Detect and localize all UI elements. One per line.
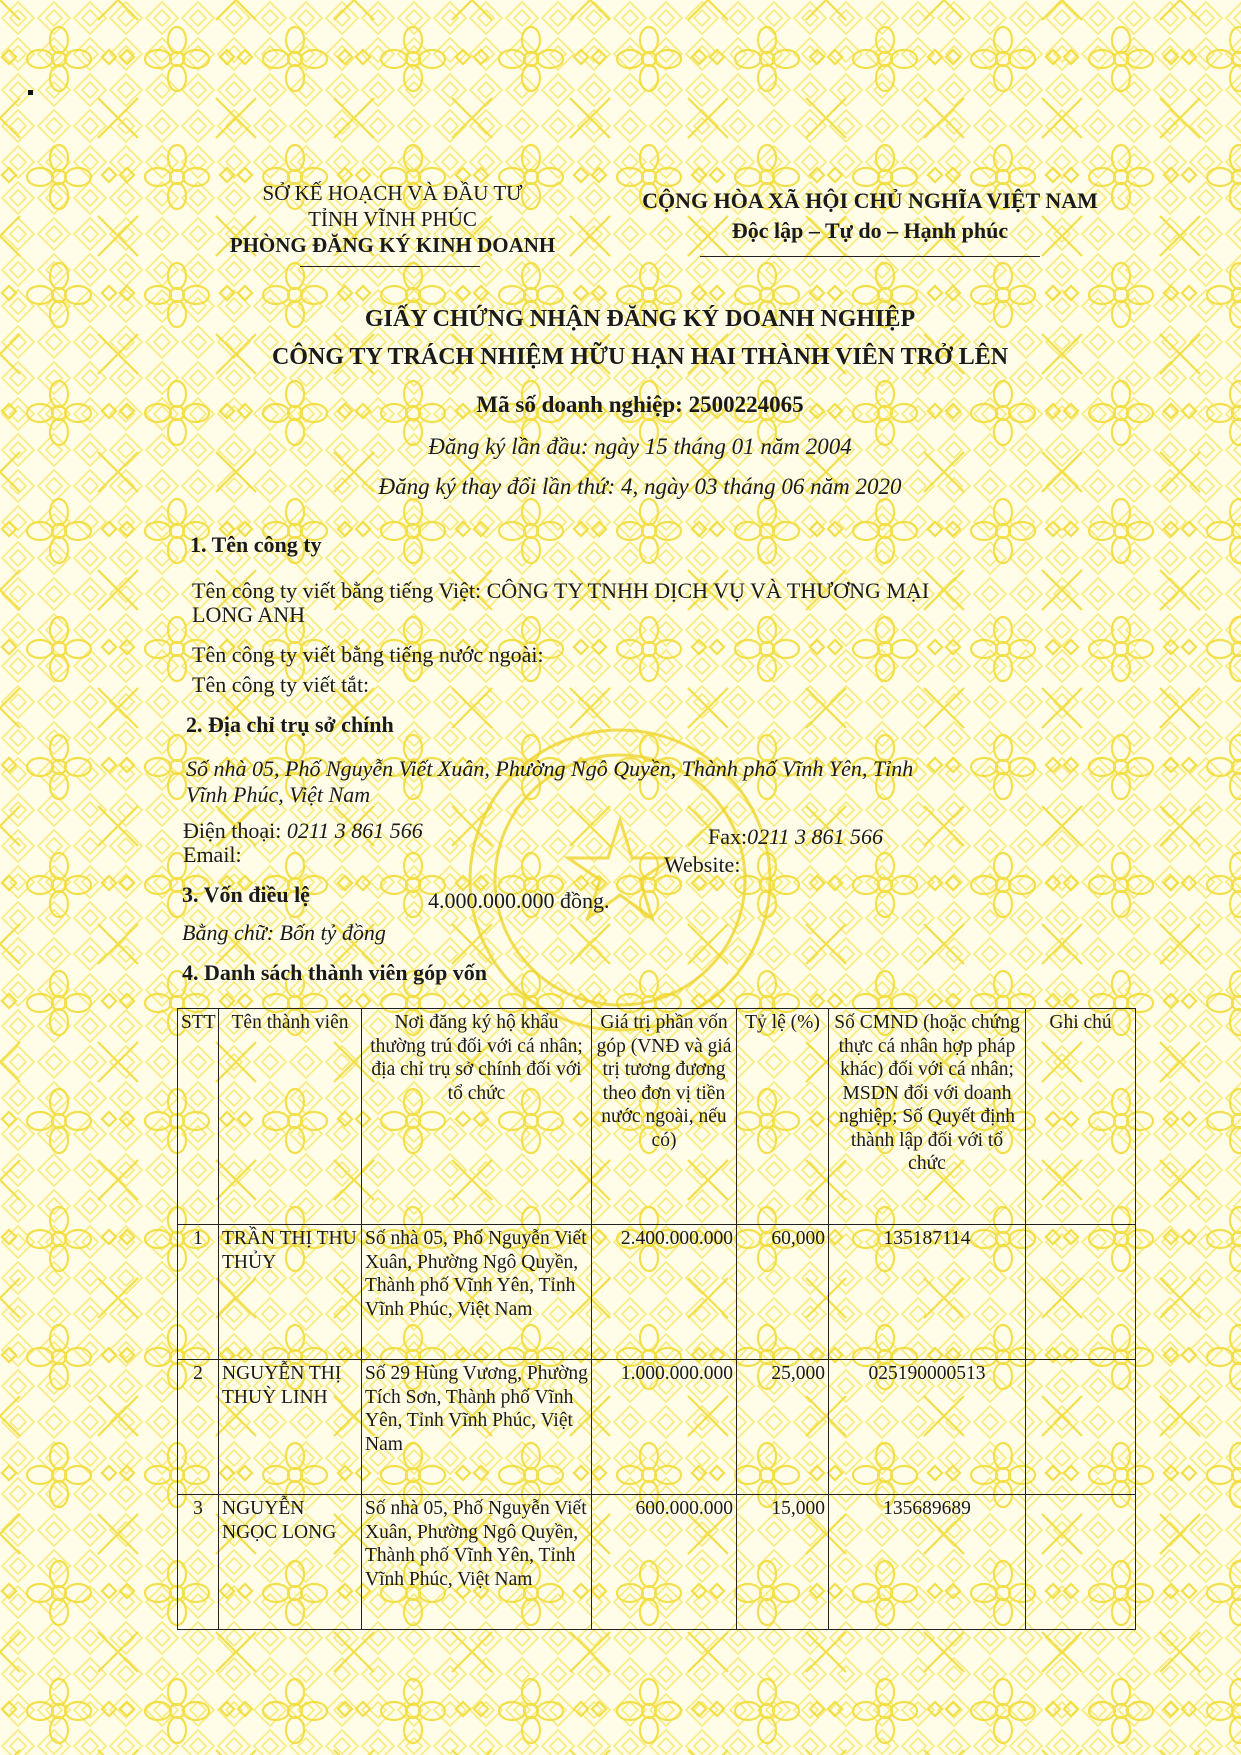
col-id: Số CMND (hoặc chứng thực cá nhân hợp pháp khác) đối với cá nhân; MSDN đối với doanh nghiệp; Số Quyết định thành lập đối với tổ chức: [829, 1009, 1026, 1225]
row-address: Số nhà 05, Phố Nguyễn Viết Xuân, Phường Ngô Quyền, Thành phố Vĩnh Yên, Tỉnh Vĩnh Phúc, Việt Nam: [362, 1495, 592, 1630]
motto-line1: CỘNG HÒA XÃ HỘI CHỦ NGHĨA VIỆT NAM: [642, 188, 1098, 213]
section2-heading: 2. Địa chỉ trụ sở chính: [186, 712, 394, 737]
authority-line1: SỞ KẾ HOẠCH VÀ ĐẦU TƯ: [262, 181, 523, 205]
charter-capital: 4.000.000.000 đồng.: [428, 888, 610, 913]
table-row: [178, 1225, 1136, 1360]
email-label: Email:: [183, 842, 242, 867]
phone-label: Điện thoại:: [183, 818, 282, 843]
authority-underline: [300, 266, 480, 267]
vietnamese-name: Tên công ty viết bằng tiếng Việt: CÔNG TY TNHH DỊCH VỤ VÀ THƯƠNG MẠI: [192, 578, 930, 603]
national-motto: [620, 186, 1120, 246]
row-note: [1026, 1495, 1136, 1630]
row-stt: 1: [178, 1225, 219, 1360]
change-registration: Đăng ký thay đổi lần thứ: 4, ngày 03 tháng 06 năm 2020: [378, 474, 902, 499]
website-label: Website:: [664, 852, 741, 877]
row-ratio: 15,000: [737, 1495, 829, 1630]
table-header-row: [178, 1009, 1136, 1225]
row-ratio: 60,000: [737, 1225, 829, 1360]
fax-row: [708, 824, 883, 850]
vietnamese-name-cont: LONG ANH: [192, 602, 306, 627]
motto-line2: Độc lập – Tự do – Hạnh phúc: [731, 218, 1009, 243]
phone-row: [183, 818, 423, 844]
first-registration: Đăng ký lần đầu: ngày 15 tháng 01 năm 2004: [428, 434, 852, 459]
row-address: Số 29 Hùng Vương, Phường Tích Sơn, Thành phố Vĩnh Yên, Tỉnh Vĩnh Phúc, Việt Nam: [362, 1360, 592, 1495]
foreign-name: Tên công ty viết bằng tiếng nước ngoài:: [192, 642, 544, 667]
phone-value: 0211 3 861 566: [286, 818, 423, 843]
col-capital: Giá trị phần vốn góp (VNĐ và giá trị tương đương theo đơn vị tiền nước ngoài, nếu có): [592, 1009, 737, 1225]
address-line2: Vĩnh Phúc, Việt Nam: [186, 782, 371, 807]
section3-heading: 3. Vốn điều lệ: [182, 882, 310, 907]
row-stt: 3: [178, 1495, 219, 1630]
section4-heading: 4. Danh sách thành viên góp vốn: [182, 960, 488, 985]
authority-line3: PHÒNG ĐĂNG KÝ KINH DOANH: [229, 233, 556, 257]
row-note: [1026, 1225, 1136, 1360]
col-address: Nơi đăng ký hộ khẩu thường trú đối với cá nhân; địa chỉ trụ sở chính đối với tổ chức: [362, 1009, 592, 1225]
short-name: Tên công ty viết tắt:: [192, 672, 370, 697]
authority-line2: TỈNH VĨNH PHÚC: [308, 207, 477, 231]
row-id: 135689689: [829, 1495, 1026, 1630]
row-capital: 1.000.000.000: [592, 1360, 737, 1495]
row-name: NGUYỄN THỊ THUỲ LINH: [219, 1360, 362, 1495]
row-ratio: 25,000: [737, 1360, 829, 1495]
table-row: [178, 1495, 1136, 1630]
fax-label: Fax:: [708, 824, 748, 849]
issuing-authority: [195, 180, 590, 258]
row-name: TRẦN THỊ THU THỦY: [219, 1225, 362, 1360]
table-row: [178, 1360, 1136, 1495]
row-id: 135187114: [829, 1225, 1026, 1360]
section1-heading: 1. Tên công ty: [190, 532, 322, 557]
col-ratio: Tỷ lệ (%): [737, 1009, 829, 1225]
row-note: [1026, 1360, 1136, 1495]
row-address: Số nhà 05, Phố Nguyễn Viết Xuân, Phường Ngô Quyền, Thành phố Vĩnh Yên, Tỉnh Vĩnh Phúc, Việt Nam: [362, 1225, 592, 1360]
fax-value: 0211 3 861 566: [747, 824, 883, 849]
motto-underline: [700, 256, 1040, 257]
address-line1: Số nhà 05, Phố Nguyễn Viết Xuân, Phường Ngô Quyền, Thành phố Vĩnh Yên, Tỉnh: [186, 756, 914, 781]
business-code: Mã số doanh nghiệp: 2500224065: [476, 392, 804, 417]
members-table: [177, 1008, 1136, 1630]
row-capital: 600.000.000: [592, 1495, 737, 1630]
row-id: 025190000513: [829, 1360, 1026, 1495]
col-member-name: Tên thành viên: [219, 1009, 362, 1225]
row-capital: 2.400.000.000: [592, 1225, 737, 1360]
certificate-title: GIẤY CHỨNG NHẬN ĐĂNG KÝ DOANH NGHIỆP: [364, 306, 916, 332]
row-stt: 2: [178, 1360, 219, 1495]
row-name: NGUYỄN NGỌC LONG: [219, 1495, 362, 1630]
col-stt: STT: [178, 1009, 219, 1225]
capital-in-words: Bằng chữ: Bốn tỷ đồng: [182, 920, 386, 945]
col-note: Ghi chú: [1026, 1009, 1136, 1225]
company-type-title: CÔNG TY TRÁCH NHIỆM HỮU HẠN HAI THÀNH VIÊN TRỞ LÊN: [271, 344, 1009, 370]
scan-mark: [28, 90, 33, 95]
